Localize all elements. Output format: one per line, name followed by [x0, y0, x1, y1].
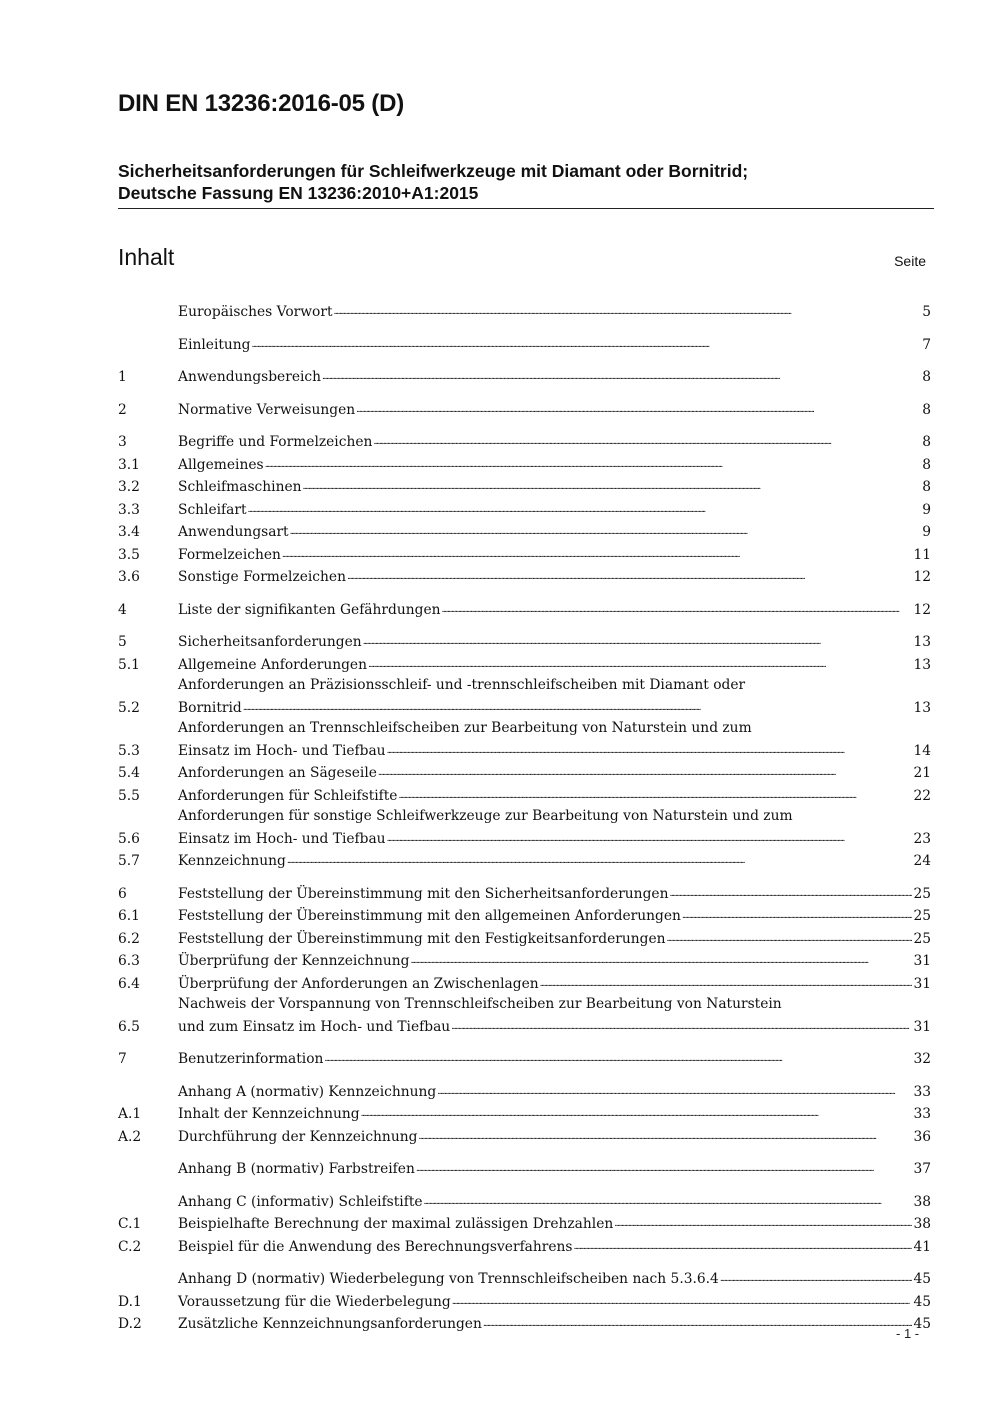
- toc-entry-page: 38: [913, 1193, 931, 1210]
- toc-entry-number: 6.2: [118, 930, 140, 947]
- toc-entry-title: Liste der signifikanten Gefährdungen: [178, 601, 441, 618]
- toc-entry-page: 22: [913, 787, 931, 804]
- toc-heading: Inhalt: [118, 244, 175, 270]
- toc-entry[interactable]: [118, 882, 931, 905]
- toc-group: [118, 398, 931, 421]
- toc-dot-leader: [387, 739, 913, 762]
- toc-entry-title: Sicherheitsanforderungen: [178, 634, 362, 650]
- toc-entry-number: 3.5: [118, 546, 140, 563]
- toc-dot-leader: [324, 1047, 912, 1070]
- toc-dot-leader: [378, 761, 913, 784]
- toc-dot-leader: [287, 849, 913, 872]
- toc-entry[interactable]: [118, 784, 931, 807]
- toc-entry-number: D.2: [118, 1316, 142, 1332]
- toc-entry-number: 5.4: [118, 765, 140, 781]
- toc-entry-number: 3.1: [118, 456, 140, 473]
- toc-entry-title: Feststellung der Übereinstimmung mit den Festigkeitsanforderungen: [178, 930, 666, 947]
- toc-entry[interactable]: [118, 1157, 931, 1180]
- toc-entry[interactable]: [118, 1290, 931, 1313]
- toc-entry-number: 7: [118, 1051, 127, 1067]
- toc-dot-leader: [682, 904, 913, 927]
- toc-entry-number: 2: [118, 401, 127, 418]
- toc-entry-page: 13: [913, 634, 931, 650]
- toc-entry-number: 3.6: [118, 569, 140, 585]
- toc-entry-page: 8: [922, 401, 931, 418]
- toc-entry-number: 3.4: [118, 524, 140, 540]
- toc-dot-leader: [437, 1080, 912, 1103]
- toc-entry-title: Feststellung der Übereinstimmung mit den allgemeinen Anforderungen: [178, 908, 681, 924]
- document-subtitle: [118, 160, 934, 209]
- toc-dot-leader: [373, 430, 921, 453]
- page-column-label: Seite: [894, 253, 926, 269]
- toc-entry[interactable]: [118, 949, 931, 972]
- toc-entry-title: Normative Verweisungen: [178, 401, 356, 418]
- toc-entry-page: 8: [922, 434, 931, 450]
- toc-entry[interactable]: [118, 972, 931, 995]
- toc-entry-title: Begriffe und Formelzeichen: [178, 434, 373, 450]
- toc-entry-page: 45: [913, 1316, 931, 1332]
- toc-group: [118, 1047, 931, 1070]
- toc-entry-number: 6.3: [118, 953, 140, 969]
- toc-entry[interactable]: [118, 430, 931, 453]
- toc-entry-number: 4: [118, 601, 127, 618]
- toc-entry-title: Schleifart: [178, 501, 247, 518]
- toc-dot-leader: [442, 598, 913, 621]
- toc-entry-page: 21: [913, 765, 931, 781]
- toc-entry[interactable]: [118, 1080, 931, 1103]
- toc-entry-page: 13: [913, 656, 931, 673]
- toc-entry-number: 1: [118, 369, 127, 385]
- toc-dot-leader: [265, 453, 922, 476]
- toc-entry-number: 3.2: [118, 479, 140, 495]
- toc-entry-page: 8: [922, 369, 931, 385]
- toc-dot-leader: [252, 333, 922, 356]
- toc-entry[interactable]: [118, 598, 931, 621]
- toc-entry[interactable]: [118, 630, 931, 653]
- toc-entry-page: 25: [913, 885, 931, 902]
- toc-entry-title: Durchführung der Kennzeichnung: [178, 1128, 418, 1145]
- toc-entry-number: 5.7: [118, 853, 140, 869]
- toc-entry-number: 6.5: [118, 1018, 140, 1035]
- toc-entry[interactable]: [118, 806, 931, 849]
- toc-entry-page: 9: [922, 524, 931, 540]
- toc-entry[interactable]: [118, 675, 931, 718]
- toc-dot-leader: [322, 365, 921, 388]
- toc-dot-leader: [368, 653, 912, 676]
- toc-dot-leader: [614, 1212, 912, 1235]
- toc-entry-title: Anhang D (normativ) Wiederbelegung von Trennschleifscheiben nach 5.3.6.4: [178, 1271, 719, 1287]
- toc-group: [118, 365, 931, 388]
- toc-entry-page: 38: [913, 1216, 931, 1232]
- toc-entry-number: C.2: [118, 1238, 142, 1255]
- toc-entry-title: Anforderungen für Schleifstifte: [178, 787, 398, 804]
- toc-entry-title: Anwendungsbereich: [178, 369, 322, 385]
- toc-entry-title: Schleifmaschinen: [178, 479, 302, 495]
- toc-dot-leader: [243, 696, 913, 719]
- toc-entry[interactable]: [118, 1125, 931, 1148]
- toc-entry-page: 33: [913, 1083, 931, 1100]
- toc-dot-leader: [290, 520, 922, 543]
- subtitle-line-1: Sicherheitsanforderungen für Schleifwerkzeuge mit Diamant oder Bornitrid;: [118, 161, 749, 181]
- toc-entry[interactable]: [118, 904, 931, 927]
- toc-entry[interactable]: [118, 300, 931, 323]
- toc-entry-page: 7: [922, 336, 931, 353]
- toc-dot-leader: [356, 398, 921, 421]
- toc-dot-leader: [282, 543, 913, 566]
- toc-entry[interactable]: [118, 1235, 931, 1258]
- toc-dot-leader: [347, 565, 912, 588]
- toc-entry[interactable]: [118, 498, 931, 521]
- toc-entry-title: Überprüfung der Kennzeichnung: [178, 953, 410, 969]
- toc-entry[interactable]: [118, 761, 931, 784]
- toc-entry-page: 25: [913, 930, 931, 947]
- toc-entry-title: Einleitung: [178, 336, 251, 353]
- toc-entry-page: 12: [913, 569, 931, 585]
- toc-entry[interactable]: [118, 333, 931, 356]
- toc-entry[interactable]: [118, 927, 931, 950]
- toc-entry-page: 8: [922, 479, 931, 495]
- toc-entry-title: Anwendungsart: [178, 524, 289, 540]
- toc-entry-title: Nachweis der Vorspannung von Trennschleifscheiben zur Bearbeitung von Naturstein: [178, 996, 782, 1012]
- toc-group: [118, 1190, 931, 1258]
- toc-group: [118, 1080, 931, 1148]
- toc-entry-number: D.1: [118, 1293, 142, 1310]
- toc-entry-page: 31: [913, 975, 931, 992]
- toc-entry-page: 13: [913, 699, 931, 716]
- toc-entry-title: Zusätzliche Kennzeichnungsanforderungen: [178, 1316, 482, 1332]
- toc-entry-number: 6.1: [118, 908, 140, 924]
- toc-dot-leader: [483, 1312, 913, 1335]
- toc-entry-number: 5.1: [118, 656, 140, 673]
- toc-entry-title: Europäisches Vorwort: [178, 304, 333, 320]
- toc-entry[interactable]: [118, 543, 931, 566]
- toc-entry-page: 24: [913, 853, 931, 869]
- toc-entry-page: 31: [913, 1018, 931, 1035]
- toc-entry-number: 5.3: [118, 742, 140, 759]
- toc-entry[interactable]: [118, 475, 931, 498]
- toc-dot-leader: [303, 475, 922, 498]
- toc-entry-title: Überprüfung der Anforderungen an Zwischenlagen: [178, 975, 539, 992]
- toc-entry-number: 5: [118, 634, 127, 650]
- toc-dot-leader: [248, 498, 922, 521]
- toc-dot-leader: [418, 1125, 912, 1148]
- toc-entry-number: C.1: [118, 1216, 142, 1232]
- toc-entry[interactable]: [118, 718, 931, 761]
- toc-entry-page: 8: [922, 456, 931, 473]
- toc-entry-title: Bornitrid: [178, 699, 242, 716]
- toc-dot-leader: [574, 1235, 913, 1258]
- toc-entry[interactable]: [118, 653, 931, 676]
- toc-entry-title: Anforderungen an Präzisionsschleif- und -trennschleifscheiben mit Diamant oder: [178, 677, 746, 693]
- toc-entry-page: 14: [913, 742, 931, 759]
- toc-entry-title: Anforderungen für sonstige Schleifwerkzeuge zur Bearbeitung von Naturstein und zum: [178, 808, 793, 824]
- toc-entry[interactable]: [118, 1047, 931, 1070]
- toc-entry-page: 37: [913, 1161, 931, 1177]
- toc-dot-leader: [452, 1290, 913, 1313]
- toc-group: [118, 882, 931, 1038]
- toc-dot-leader: [540, 972, 913, 995]
- toc-dot-leader: [363, 630, 913, 653]
- toc-entry-title: Allgemeines: [178, 456, 264, 473]
- toc-group: [118, 598, 931, 621]
- toc-entry-title: Feststellung der Übereinstimmung mit den Sicherheitsanforderungen: [178, 885, 669, 902]
- toc-entry-title: Einsatz im Hoch- und Tiefbau: [178, 830, 386, 847]
- toc-entry-title: Benutzerinformation: [178, 1051, 324, 1067]
- toc-entry-title: Anhang C (informativ) Schleifstifte: [178, 1193, 423, 1210]
- toc-entry-title: Anhang A (normativ) Kennzeichnung: [178, 1083, 437, 1100]
- toc-entry-title: Einsatz im Hoch- und Tiefbau: [178, 742, 386, 759]
- toc-entry-page: 9: [922, 501, 931, 518]
- toc-dot-leader: [416, 1157, 913, 1180]
- toc-dot-leader: [451, 1015, 912, 1038]
- toc-entry-page: 41: [913, 1238, 931, 1255]
- toc-entry[interactable]: [118, 365, 931, 388]
- toc-entry[interactable]: [118, 565, 931, 588]
- toc-entry-title: Beispiel für die Anwendung des Berechnungsverfahrens: [178, 1238, 573, 1255]
- toc-entry-number: 6: [118, 885, 127, 902]
- toc-dot-leader: [720, 1267, 913, 1290]
- toc-group: [118, 1157, 931, 1180]
- toc-entry-number: 5.5: [118, 787, 140, 804]
- toc-entry-title: Allgemeine Anforderungen: [178, 656, 367, 673]
- toc-entry[interactable]: [118, 453, 931, 476]
- toc-dot-leader: [669, 882, 912, 905]
- toc-entry-title: Anforderungen an Sägeseile: [178, 765, 377, 781]
- toc-entry-page: 45: [913, 1293, 931, 1310]
- toc-entry-title: Anforderungen an Trennschleifscheiben zur Bearbeitung von Naturstein und zum: [178, 720, 752, 736]
- toc-entry-page: 36: [913, 1128, 931, 1145]
- toc-entry[interactable]: [118, 1102, 931, 1125]
- toc-entry[interactable]: [118, 1267, 931, 1290]
- toc-entry-number: 3: [118, 434, 127, 450]
- toc-entry-page: 31: [913, 953, 931, 969]
- toc-entry[interactable]: [118, 1212, 931, 1235]
- toc-entry-number: 5.6: [118, 830, 140, 847]
- toc-entry-page: 5: [922, 304, 931, 320]
- toc-entry-number: 3.3: [118, 501, 140, 518]
- toc-dot-leader: [334, 300, 922, 323]
- toc-dot-leader: [398, 784, 912, 807]
- toc-entry-title: Sonstige Formelzeichen: [178, 569, 346, 585]
- toc-entry-title: Kennzeichnung: [178, 853, 286, 869]
- toc-group: [118, 300, 931, 323]
- toc-entry-page: 25: [913, 908, 931, 924]
- toc-dot-leader: [667, 927, 913, 950]
- toc-group: [118, 333, 931, 356]
- table-of-contents: [118, 300, 931, 1345]
- toc-entry[interactable]: [118, 398, 931, 421]
- toc-entry-page: 33: [913, 1106, 931, 1122]
- document-title: DIN EN 13236:2016-05 (D): [118, 90, 405, 117]
- toc-entry-title: Formelzeichen: [178, 546, 281, 563]
- toc-entry[interactable]: [118, 520, 931, 543]
- toc-entry-number: A.1: [118, 1106, 142, 1122]
- toc-entry-title: Beispielhafte Berechnung der maximal zulässigen Drehzahlen: [178, 1216, 614, 1232]
- toc-entry-title: Inhalt der Kennzeichnung: [178, 1106, 360, 1122]
- toc-dot-leader: [361, 1102, 913, 1125]
- page-number: - 1 -: [896, 1326, 920, 1341]
- toc-entry[interactable]: [118, 994, 931, 1037]
- toc-entry-page: 12: [913, 601, 931, 618]
- toc-entry[interactable]: [118, 1312, 931, 1335]
- toc-entry-page: 32: [913, 1051, 931, 1067]
- toc-entry-page: 11: [913, 546, 931, 563]
- subtitle-line-2: Deutsche Fassung EN 13236:2010+A1:2015: [118, 183, 479, 203]
- toc-entry-number: 6.4: [118, 975, 140, 992]
- toc-entry-page: 45: [913, 1271, 931, 1287]
- toc-entry[interactable]: [118, 849, 931, 872]
- toc-entry-title: Anhang B (normativ) Farbstreifen: [178, 1161, 415, 1177]
- toc-entry-number: 5.2: [118, 699, 140, 716]
- toc-dot-leader: [424, 1190, 913, 1213]
- toc-entry[interactable]: [118, 1190, 931, 1213]
- toc-group: [118, 1267, 931, 1335]
- toc-dot-leader: [410, 949, 912, 972]
- toc-entry-number: A.2: [118, 1128, 142, 1145]
- toc-group: [118, 430, 931, 588]
- toc-entry-title: und zum Einsatz im Hoch- und Tiefbau: [178, 1018, 451, 1035]
- toc-entry-page: 23: [913, 830, 931, 847]
- toc-entry-title: Voraussetzung für die Wiederbelegung: [178, 1293, 451, 1310]
- toc-group: [118, 630, 931, 872]
- toc-dot-leader: [387, 827, 913, 850]
